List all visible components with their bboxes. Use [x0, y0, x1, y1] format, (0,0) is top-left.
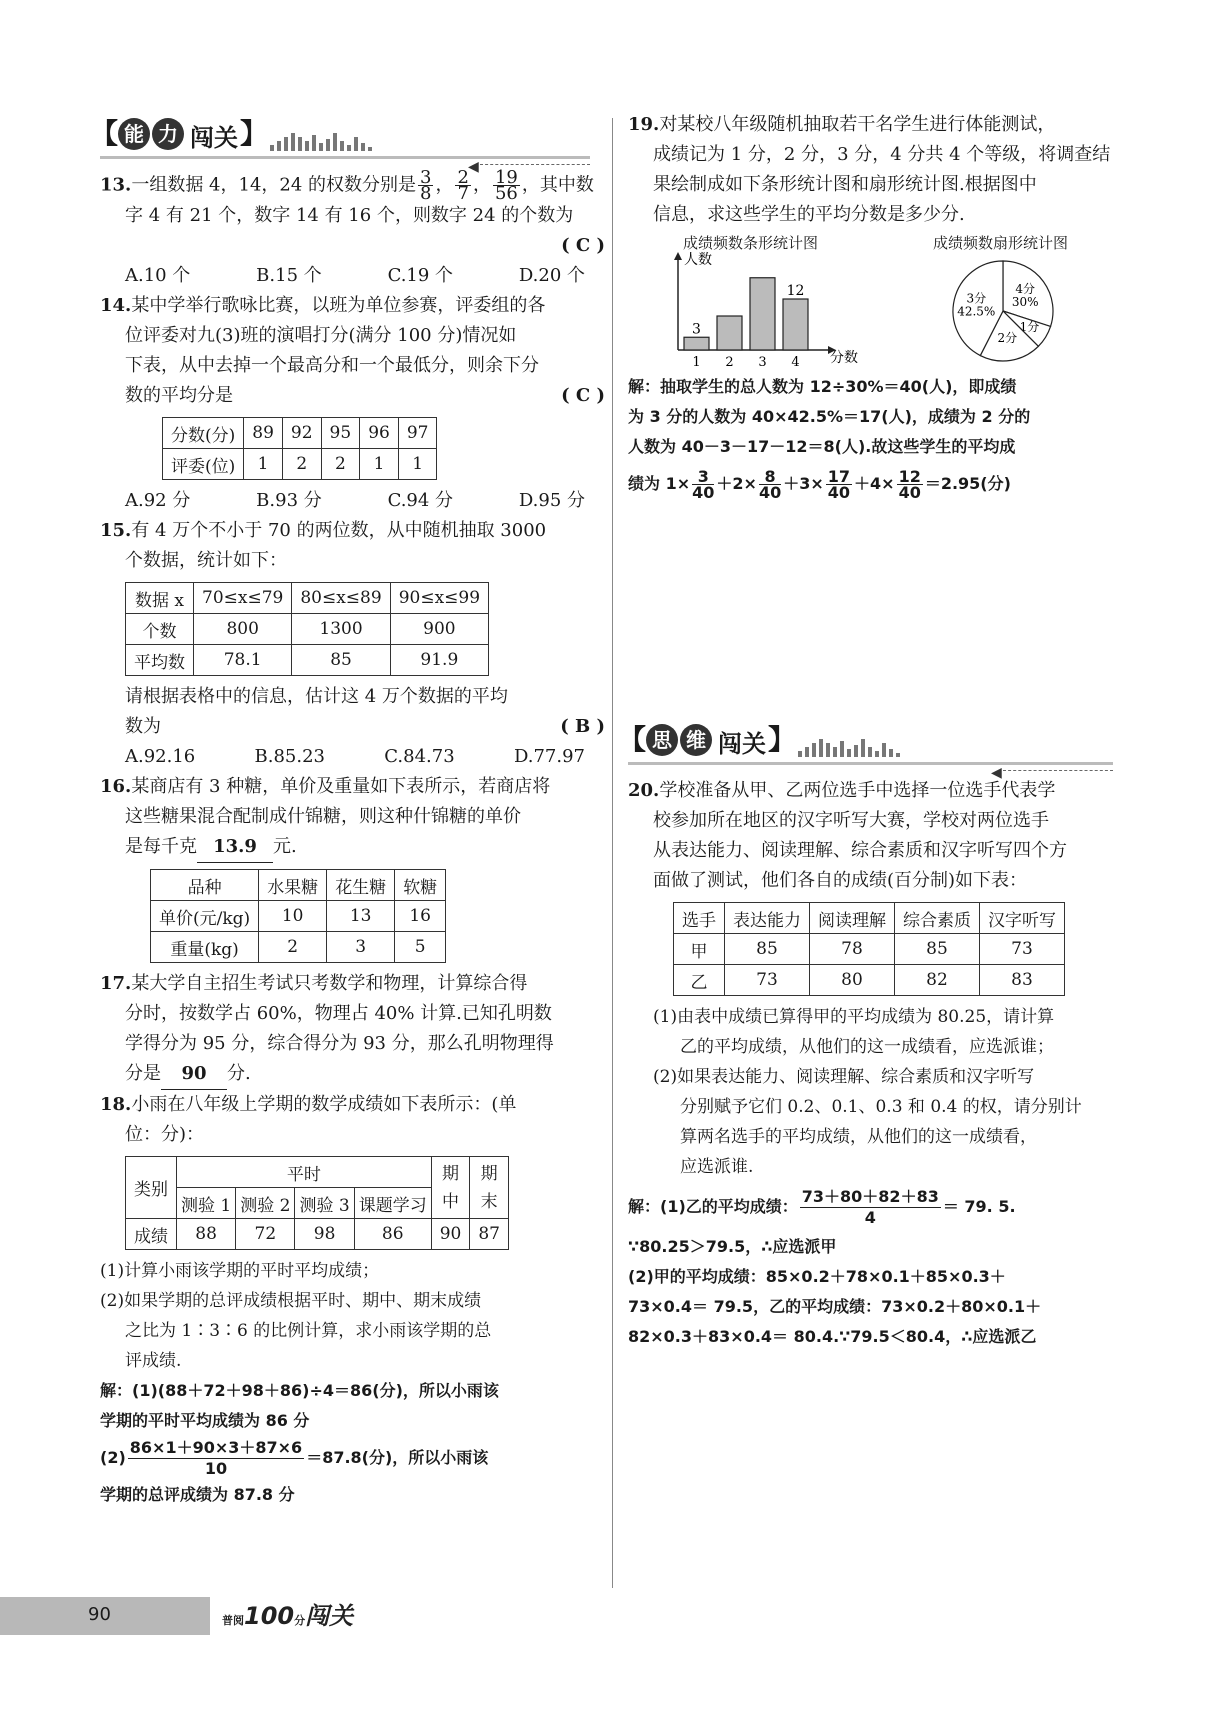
table-16 [150, 869, 446, 963]
tick-label-1: 1 [692, 355, 701, 370]
answer-14: ( C ) [561, 385, 605, 406]
table-cell: 5 [395, 932, 446, 963]
table-cell: 2 [259, 932, 327, 963]
option-b: B.93 分 [256, 490, 322, 511]
solution-18-line1: 解：(1)(88＋72＋98＋86)÷4＝86(分)，所以小雨该 [100, 1381, 499, 1400]
table-cell: 分数(分) [163, 418, 244, 449]
table-cell: 评委(位) [163, 449, 244, 480]
bar-4 [783, 299, 808, 350]
table-cell: 70≤x≤79 [194, 583, 292, 614]
table-cell: 2 [321, 449, 360, 480]
table-cell: 97 [398, 418, 437, 449]
table-cell: 综合素质 [895, 903, 980, 934]
table-row [163, 449, 437, 480]
table-row [674, 965, 1065, 996]
table-row [126, 614, 489, 645]
table-cell: 甲 [674, 934, 725, 965]
table-cell: 82 [895, 965, 980, 996]
left-column [90, 110, 605, 1510]
question-20: 20.学校准备从甲、乙两位选手中选择一位选手代表学 校参加所在地区的汉字听写大赛，学校对两位选手 从表达能力、阅读理解、综合素质和汉字听写四个方 面做了测试，他们各自的成绩(百分制)如下表： 选手 表达能力 阅读理解 综合素质 汉字听写 甲 85 78 85 73 乙 73 80 82 83 (1)由表中成绩已算得甲的平均成绩为 80.25，请计算 乙的平均成绩，从他们的这一成绩看，应选派谁； (2)如果表达能力、阅读理解、综合素质和汉字听写 分别赋予它们 0.2、0.1、0.3 和 0.4 的权，请分别计 算两名选手的平均成绩，从他们的这一成绩看， 应选派谁. 解：(1)乙的平均成绩： $\frac{73+80+82+83}{4}$ ＝ 79. 5. ∵80.25＞79.5，∴应选派甲 (2)甲的平均成绩：85×0.2＋78×0.1＋85×0.3＋ 73×0.4＝ 79.5，乙的平均成绩：73×0.2＋80×0.1＋ 82×0.3＋83×0.4＝ 80.4.∵79.5＜80.4，∴应选派乙 [628, 780, 1082, 1346]
table-row [674, 903, 1065, 934]
pie-label-2分: 2分 [997, 331, 1018, 346]
option-a: A.10 个 [125, 265, 191, 286]
section-title: 闯关 [190, 124, 238, 152]
table-cell: 表达能力 [725, 903, 810, 934]
table-cell: 乙 [674, 965, 725, 996]
tick-label-3: 3 [758, 355, 767, 370]
question-13: 13.一组数据 4，14，24 的权数分别是 $\frac{3}{8}$ ， $\frac{2}{7}$ ， $\frac{19}{56}$ ，其中数 字 4 有 21 个，数字 14 有 16 个，则数字 24 的个数为 ( C ) A.10 个 B.15 个 C.19 个 D.20 个 [100, 170, 605, 291]
table-cell: 单价(元/kg) [151, 901, 259, 932]
table-cell: 900 [390, 614, 488, 645]
bar-1 [684, 337, 709, 350]
table-14 [162, 417, 437, 480]
tick-label-4: 4 [791, 355, 800, 370]
table-cell: 个数 [126, 614, 194, 645]
options-14 [100, 486, 605, 516]
table-15 [125, 582, 489, 676]
bar-2 [717, 316, 742, 350]
table-cell: 85 [725, 934, 810, 965]
data-label-4: 12 [786, 283, 805, 299]
table-cell: 85 [895, 934, 980, 965]
table-cell: 重量(kg) [151, 932, 259, 963]
table-cell: 80 [810, 965, 895, 996]
section-char-1: 思 [646, 724, 678, 756]
table-20 [673, 902, 1065, 996]
table-cell: 花生糖 [327, 870, 395, 901]
table-cell: 73 [725, 965, 810, 996]
charts-area [628, 232, 1125, 372]
table-row [151, 870, 446, 901]
table-cell: 阅读理解 [810, 903, 895, 934]
question-14: 14.某中学举行歌咏比赛，以班为单位参赛，评委组的各 位评委对九(3)班的演唱打分(满分 100 分)情况如 下表，从中去掉一个最高分和一个最低分，则余下分 数的平均分是 ( C ) 分数(分) 89 92 95 96 97 评委(位) 1 2 2 1 1 A.92 分 B.93 分 C.94 分 D.95 分 [100, 291, 605, 516]
table-cell: 91.9 [390, 645, 488, 676]
question-18: 18.小雨在八年级上学期的数学成绩如下表所示：(单 位：分)： 类别 平时 期中 期末 测验 1 测验 2 测验 3 课题学习 成绩 88 72 98 86 90 87 (1)计算小雨该学期的平时平均成绩； (2)如果学期的总评成绩根据平时、期中、期末成绩 之比为 1∶3∶6 的比例计算，求小雨该学期的总 评成绩. 解：(1)(88＋72＋98＋86)÷4＝86(分)，所以小雨该 学期的平时平均成绩为 86 分 (2) $\frac{86\times 1+90\times 3+87\times 6}{10}$ ＝87.8(分)，所以小雨该 学期的总评成绩为 87.8 分 [100, 1090, 605, 1510]
option-d: D.20 个 [518, 265, 585, 286]
section-char-2: 力 [152, 118, 184, 150]
table-cell: 16 [395, 901, 446, 932]
brand-logo: 普阅100分闯关 [222, 1602, 354, 1630]
option-c: C.84.73 [384, 746, 455, 767]
option-d: D.95 分 [518, 490, 585, 511]
option-c: C.19 个 [387, 265, 454, 286]
decor-bars [798, 736, 903, 758]
table-row [151, 901, 446, 932]
table-cell: 品种 [151, 870, 259, 901]
table-cell: 10 [259, 901, 327, 932]
table-cell: 78 [810, 934, 895, 965]
option-b: B.85.23 [254, 746, 326, 767]
right-column [618, 110, 1125, 1352]
section-header-thinking: 【 思 维 闯关 】 ◀ [628, 716, 1125, 770]
table-cell: 平均数 [126, 645, 194, 676]
pie-label-1分: 1分 [1019, 320, 1040, 335]
option-b: B.15 个 [256, 265, 322, 286]
section-char-2: 维 [680, 724, 712, 756]
section-char-1: 能 [118, 118, 150, 150]
table-cell: 1 [244, 449, 283, 480]
header-underline [100, 156, 590, 159]
table-18: 类别 平时 期中 期末 测验 1 测验 2 测验 3 课题学习 成绩 88 72 98 86 90 87 [125, 1156, 509, 1250]
answer-13: ( C ) [561, 235, 605, 256]
table-cell: 96 [360, 418, 399, 449]
y-axis-label: 人数 [684, 252, 712, 268]
table-cell: 2 [282, 449, 321, 480]
table-cell: 78.1 [194, 645, 292, 676]
table-cell: 80≤x≤89 [292, 583, 390, 614]
table-cell: 软糖 [395, 870, 446, 901]
bar-chart [658, 250, 878, 375]
arrow-left-icon: ◀ [991, 765, 1002, 781]
table-cell: 数据 x [126, 583, 194, 614]
arrow-left-icon: ◀ [468, 159, 479, 175]
table-cell: 85 [292, 645, 390, 676]
option-a: A.92 分 [125, 490, 191, 511]
section-title: 闯关 [718, 730, 766, 758]
table-cell: 95 [321, 418, 360, 449]
pie-label-3分: 3分 42.5% [957, 291, 996, 319]
option-a: A.92.16 [125, 746, 196, 767]
table-row [126, 583, 489, 614]
table-cell: 83 [980, 965, 1065, 996]
table-cell: 13 [327, 901, 395, 932]
bar-3 [750, 278, 775, 350]
options-13 [100, 261, 605, 291]
table-cell: 89 [244, 418, 283, 449]
table-cell: 3 [327, 932, 395, 963]
question-16: 16.某商店有 3 种糖，单价及重量如下表所示，若商店将 这些糖果混合配制成什锦糖，则这种什锦糖的单价 是每千克 13.9 元. 品种 水果糖 花生糖 软糖 单价(元/kg) 10 13 16 重量(kg) 2 3 5 [100, 772, 605, 963]
table-cell: 1300 [292, 614, 390, 645]
table-cell: 汉字听写 [980, 903, 1065, 934]
option-c: C.94 分 [387, 490, 454, 511]
y-axis-arrow [674, 252, 682, 260]
table-row [674, 934, 1065, 965]
answer-15: ( B ) [560, 716, 605, 737]
table-row [126, 645, 489, 676]
table-cell: 92 [282, 418, 321, 449]
decor-bars [270, 130, 375, 152]
options-15 [100, 742, 605, 772]
question-17: 17.某大学自主招生考试只考数学和物理，计算综合得 分时，按数学占 60%，物理占 40% 计算.已知孔明数 学得分为 95 分，综合得分为 93 分，那么孔明物理得 分是 90 分. [100, 969, 605, 1090]
tick-label-2: 2 [725, 355, 734, 370]
table-cell: 选手 [674, 903, 725, 934]
question-15: 15.有 4 万个不小于 70 的两位数，从中随机抽取 3000 个数据，统计如下： 数据 x 70≤x≤79 80≤x≤89 90≤x≤99 个数 800 1300 900 平均数 78.1 85 91.9 请根据表格中的信息，估计这 4 万个数据的平均 数为 ( B ) A.92.16 B.85.23 C.84.73 D.77.97 [100, 516, 605, 772]
question-19: 19.对某校八年级随机抽取若干名学生进行体能测试， 成绩记为 1 分，2 分，3 分，4 分共 4 个等级，将调查结 果绘制成如下条形统计图和扇形统计图.根据图中 信息，求这些学生的平均分数是多少分. 成绩频数条形统计图 成绩频数扇形统计图 人数 分数 1 3 2 3 4 12 4分 30% 1分 2分 3分 42.5% 解：抽取学生的总人数为 12÷30%＝40(人)，即成绩 为 3 分的人数为 40×42.5%＝17(人)，成绩为 2 分的 人数为 40－3－17－12＝8(人).故这些学生的平均成 绩为 1× $\frac{3}{40}$ ＋2× $\frac{8}{40}$ ＋3× $\frac{17}{40}$ ＋4× $\frac{12}{40}$ ＝2.95(分) [628, 110, 1125, 506]
table-cell: 水果糖 [259, 870, 327, 901]
pie-chart-title: 成绩频数扇形统计图 [933, 234, 1069, 252]
x-axis-label: 分数 [830, 350, 858, 366]
bar-chart-title: 成绩频数条形统计图 [683, 234, 819, 252]
page-number: 90 [88, 1604, 111, 1625]
table-row [163, 418, 437, 449]
section-header-ability: 【 能 力 闯关 】 ◀ [100, 110, 605, 164]
answer-17: 90 [161, 1059, 227, 1090]
table-cell: 90≤x≤99 [390, 583, 488, 614]
answer-16: 13.9 [197, 832, 273, 863]
pie-label-4分: 4分 30% [1011, 281, 1039, 309]
pie-chart [948, 256, 1058, 366]
table-cell: 1 [398, 449, 437, 480]
option-d: D.77.97 [513, 746, 585, 767]
column-divider [612, 118, 613, 1588]
table-cell: 800 [194, 614, 292, 645]
table-cell: 73 [980, 934, 1065, 965]
data-label-1: 3 [692, 321, 701, 338]
table-row [151, 932, 446, 963]
table-cell: 1 [360, 449, 399, 480]
